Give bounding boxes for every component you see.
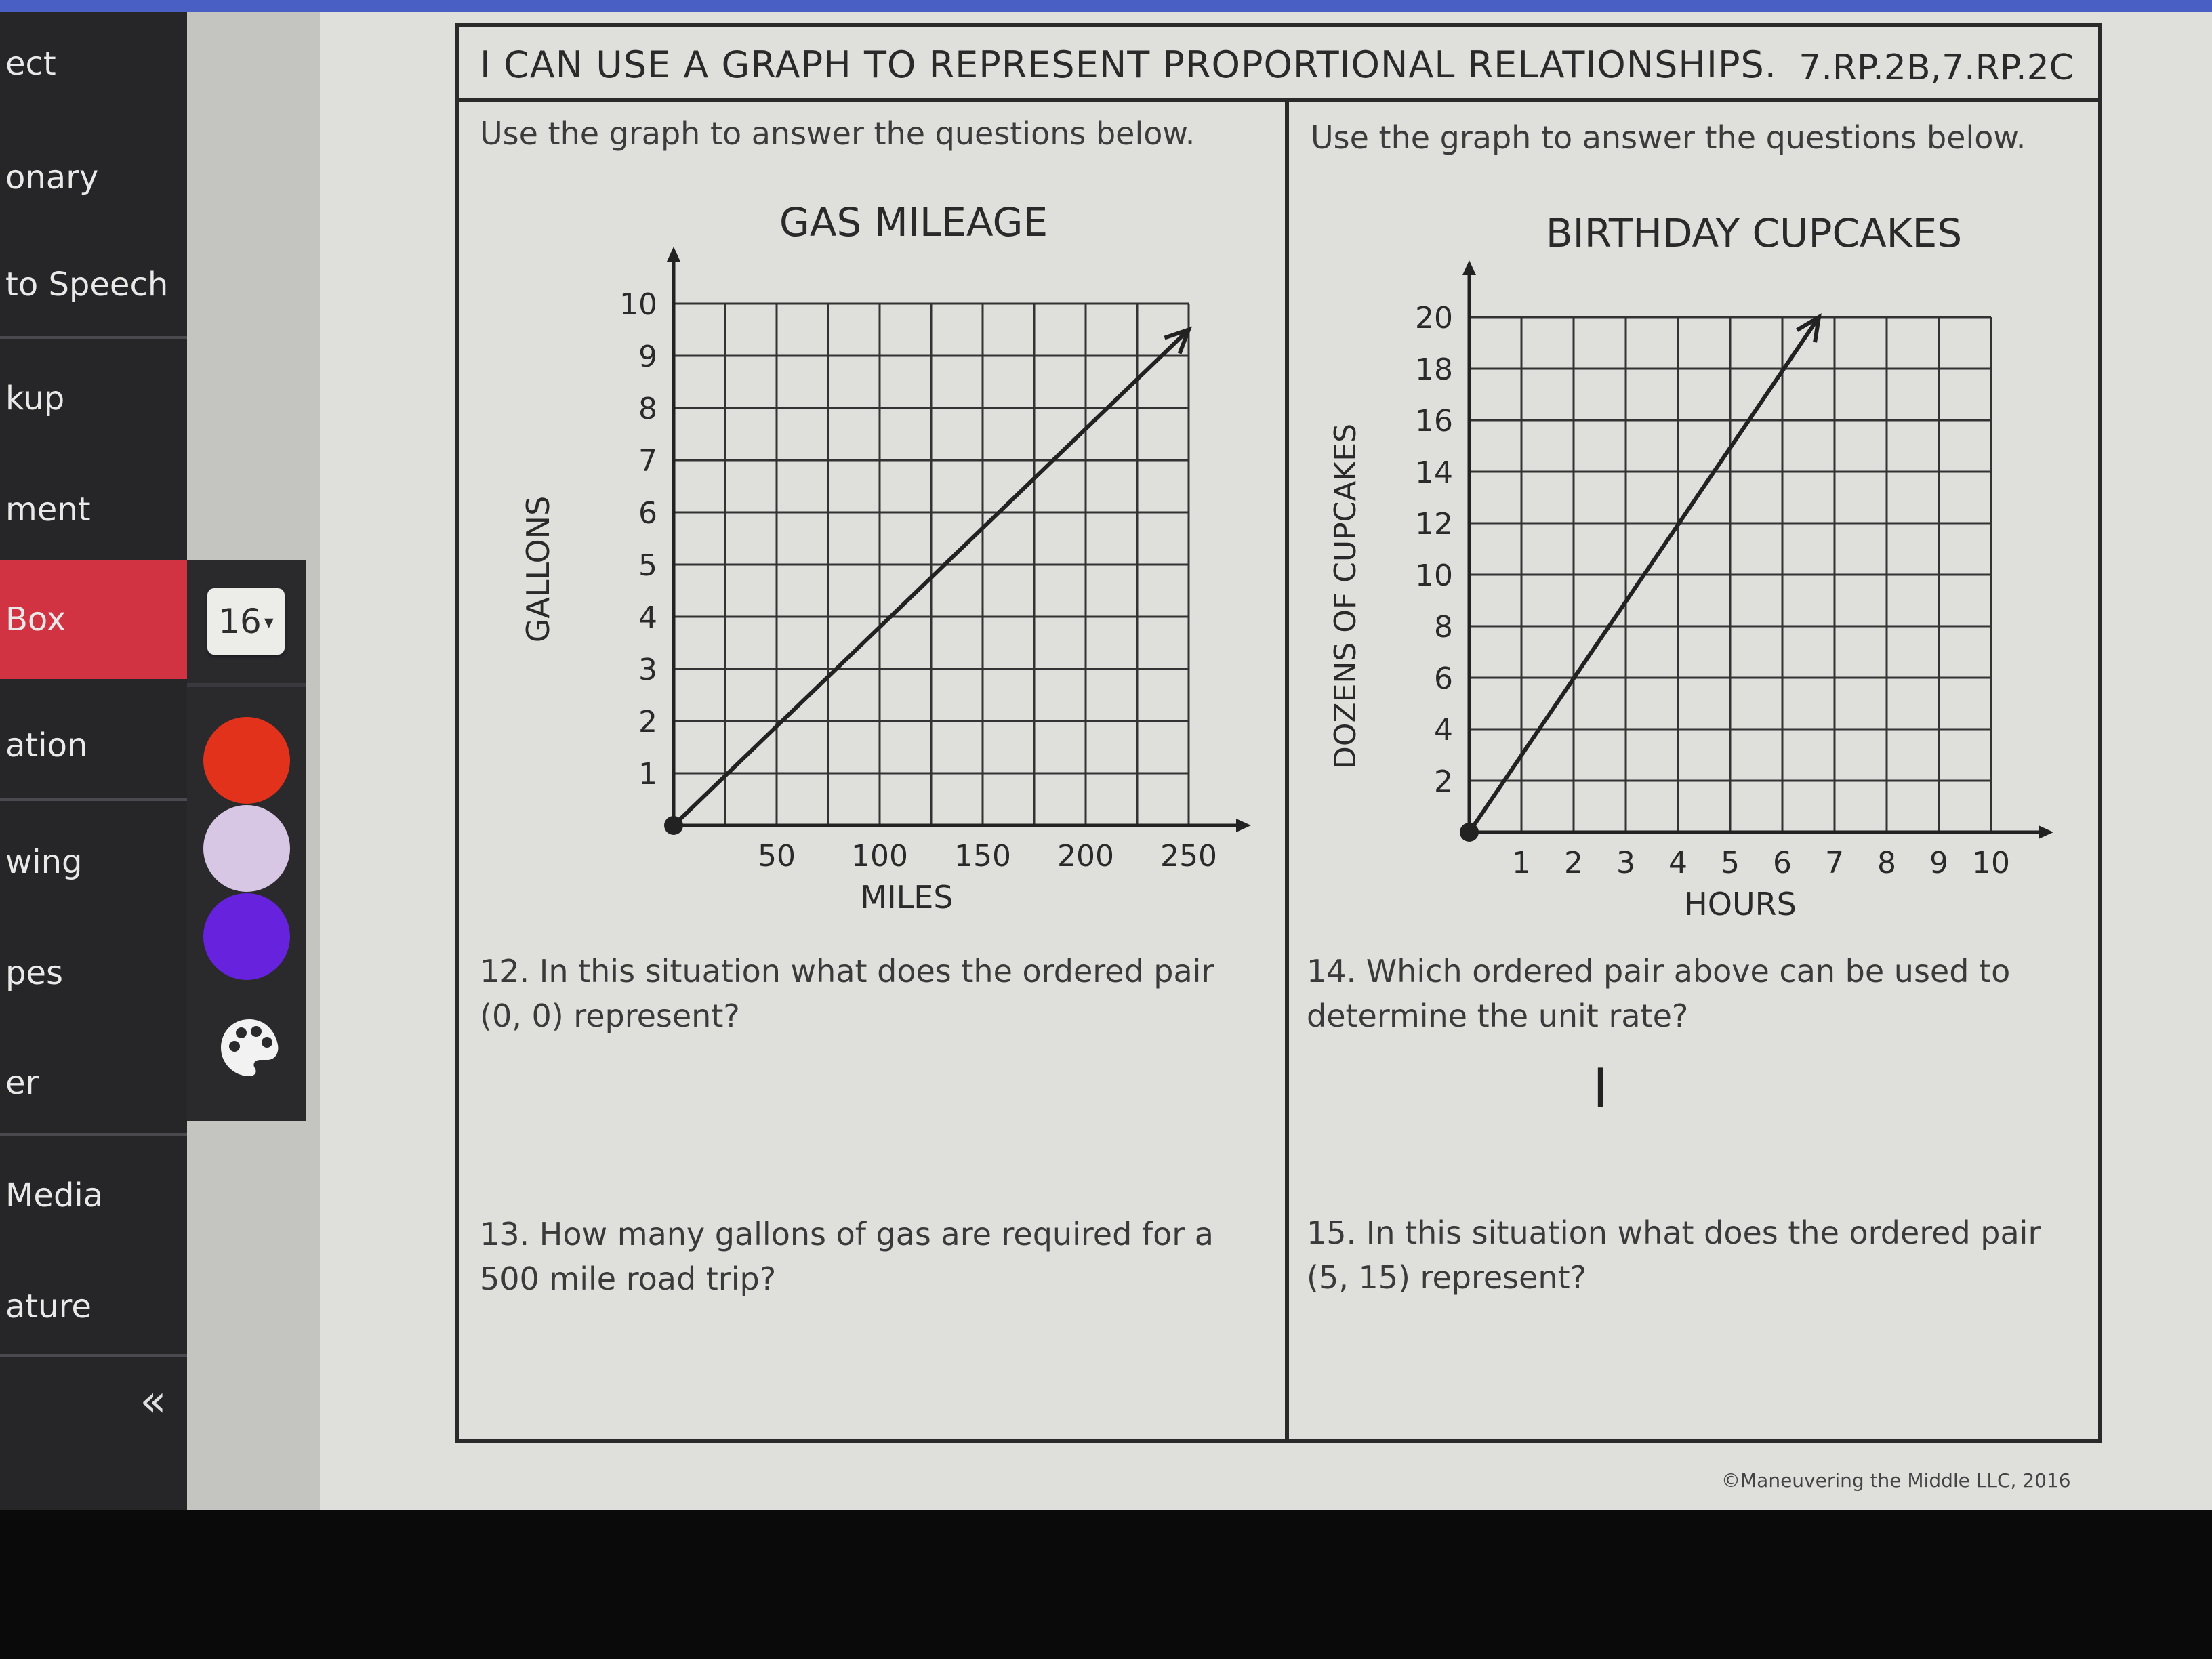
sidebar — [0, 12, 187, 1510]
sidebar-item-markup[interactable] — [0, 351, 187, 446]
chevron-down-icon: ▾ — [264, 610, 274, 633]
color-swatch-red[interactable] — [203, 717, 290, 804]
sidebar-item-signature[interactable] — [0, 1259, 187, 1354]
x-tick-label: 10 — [1972, 846, 2010, 880]
x-axis-arrow — [2039, 825, 2053, 839]
sidebar-item-label: ect — [5, 45, 56, 83]
sidebar-divider — [0, 1133, 187, 1136]
collapse-sidebar-icon[interactable]: « — [140, 1376, 167, 1427]
worksheet — [455, 23, 2102, 1443]
panel-divider — [187, 683, 306, 687]
sidebar-item-text-box[interactable] — [0, 560, 187, 679]
font-size-select[interactable] — [207, 588, 285, 655]
column-divider — [1285, 102, 1289, 1443]
x-tick-label: 3 — [1616, 846, 1635, 880]
y-tick-label: 6 — [638, 496, 657, 531]
x-tick-label: 6 — [1773, 846, 1792, 880]
y-tick-label: 8 — [1434, 610, 1453, 644]
copyright-notice: ©Maneuvering the Middle LLC, 2016 — [1721, 1469, 2071, 1492]
right-instruction: Use the graph to answer the questions below. — [1311, 119, 2026, 156]
y-tick-label: 3 — [638, 653, 657, 687]
y-tick-label: 6 — [1434, 661, 1453, 696]
text-cursor-icon: I — [1593, 1057, 1609, 1120]
sidebar-item-label: er — [5, 1064, 39, 1102]
sidebar-item-shapes[interactable] — [0, 926, 187, 1021]
y-tick-label: 2 — [1434, 764, 1453, 799]
y-axis-label: DOZENS OF CUPCAKES — [1328, 423, 1363, 770]
standards-label: 7.RP.2B,7.RP.2C — [1799, 47, 2074, 88]
sidebar-item-drawing[interactable] — [0, 815, 187, 909]
y-tick-label: 20 — [1415, 301, 1453, 335]
x-tick-label: 200 — [1057, 839, 1114, 874]
sidebar-item-label: Media — [5, 1176, 104, 1214]
top-accent-bar — [0, 0, 2212, 12]
sidebar-divider — [0, 1354, 187, 1357]
y-axis-label: GALLONS — [520, 495, 556, 643]
worksheet-header — [459, 27, 2098, 102]
x-tick-label: 5 — [1721, 846, 1740, 880]
sidebar-item-select[interactable] — [0, 16, 187, 111]
sidebar-item-label: ment — [5, 491, 91, 529]
x-axis-label: HOURS — [1684, 886, 1797, 922]
x-tick-label: 250 — [1160, 839, 1217, 874]
chart-title: GAS MILEAGE — [779, 199, 1048, 245]
sidebar-item-label: ature — [5, 1288, 91, 1326]
y-tick-label: 4 — [638, 600, 657, 635]
x-tick-label: 7 — [1825, 846, 1844, 880]
y-tick-label: 7 — [638, 444, 657, 478]
sidebar-item-label: wing — [5, 843, 83, 881]
y-tick-label: 12 — [1415, 507, 1453, 541]
y-tick-label: 4 — [1434, 713, 1453, 747]
x-axis-arrow — [1236, 819, 1251, 832]
question-14: 14. Which ordered pair above can be used to determine the unit rate? — [1307, 953, 2011, 1034]
worksheet-title: I CAN USE A GRAPH TO REPRESENT PROPORTIONAL RELATIONSHIPS. — [480, 43, 1777, 86]
sidebar-item-media[interactable] — [0, 1148, 187, 1243]
sidebar-item-text-to-speech[interactable] — [0, 237, 187, 332]
monitor-bezel — [0, 1510, 2212, 1659]
origin-point — [1460, 823, 1479, 842]
y-tick-label: 18 — [1415, 352, 1453, 387]
x-tick-label: 2 — [1564, 846, 1583, 880]
sidebar-item-comment[interactable] — [0, 462, 187, 557]
x-tick-label: 100 — [851, 839, 908, 874]
y-tick-label: 1 — [638, 757, 657, 792]
y-tick-label: 9 — [638, 340, 657, 374]
chart-title: BIRTHDAY CUPCAKES — [1545, 210, 1963, 256]
sidebar-item-label: ation — [5, 726, 88, 764]
question-12: 12. In this situation what does the ordered pair (0, 0) represent? — [480, 953, 1214, 1034]
y-tick-label: 10 — [619, 287, 657, 322]
y-tick-label: 8 — [638, 392, 657, 426]
sidebar-divider — [0, 336, 187, 339]
gas-mileage-chart — [500, 190, 1259, 935]
sidebar-item-equation[interactable] — [0, 698, 187, 793]
y-tick-label: 10 — [1415, 558, 1453, 593]
palette-icon[interactable] — [217, 1015, 282, 1080]
x-tick-label: 8 — [1877, 846, 1896, 880]
x-tick-label: 1 — [1512, 846, 1531, 880]
sidebar-item-label: onary — [5, 159, 99, 197]
question-13: 13. How many gallons of gas are required for a 500 mile road trip? — [480, 1216, 1214, 1297]
sidebar-item-label: pes — [5, 954, 64, 992]
text-tool-options-panel — [187, 560, 306, 1121]
sidebar-item-label: Box — [5, 600, 66, 638]
y-axis-arrow — [1462, 260, 1476, 275]
question-15: 15. In this situation what does the ordered pair (5, 15) represent? — [1307, 1214, 2041, 1296]
color-swatch-purple[interactable] — [203, 893, 290, 980]
left-instruction: Use the graph to answer the questions below. — [480, 115, 1195, 152]
y-tick-label: 14 — [1415, 455, 1453, 490]
x-tick-label: 4 — [1668, 846, 1687, 880]
origin-point — [664, 816, 683, 835]
sidebar-item-eraser[interactable] — [0, 1036, 187, 1130]
x-tick-label: 9 — [1929, 846, 1948, 880]
x-tick-label: 50 — [758, 839, 796, 874]
sidebar-item-label: kup — [5, 380, 65, 417]
sidebar-item-label: to Speech — [5, 266, 169, 304]
birthday-cupcakes-chart — [1320, 190, 2093, 942]
color-swatch-lavender[interactable] — [203, 805, 290, 892]
y-tick-label: 16 — [1415, 404, 1453, 438]
y-tick-label: 5 — [638, 548, 657, 583]
sidebar-item-dictionary[interactable] — [0, 130, 187, 225]
sidebar-divider — [0, 798, 187, 801]
y-axis-arrow — [667, 247, 680, 262]
font-size-value: 16 — [218, 602, 262, 641]
x-tick-label: 150 — [954, 839, 1011, 874]
y-tick-label: 2 — [638, 705, 657, 739]
x-axis-label: MILES — [860, 879, 954, 916]
